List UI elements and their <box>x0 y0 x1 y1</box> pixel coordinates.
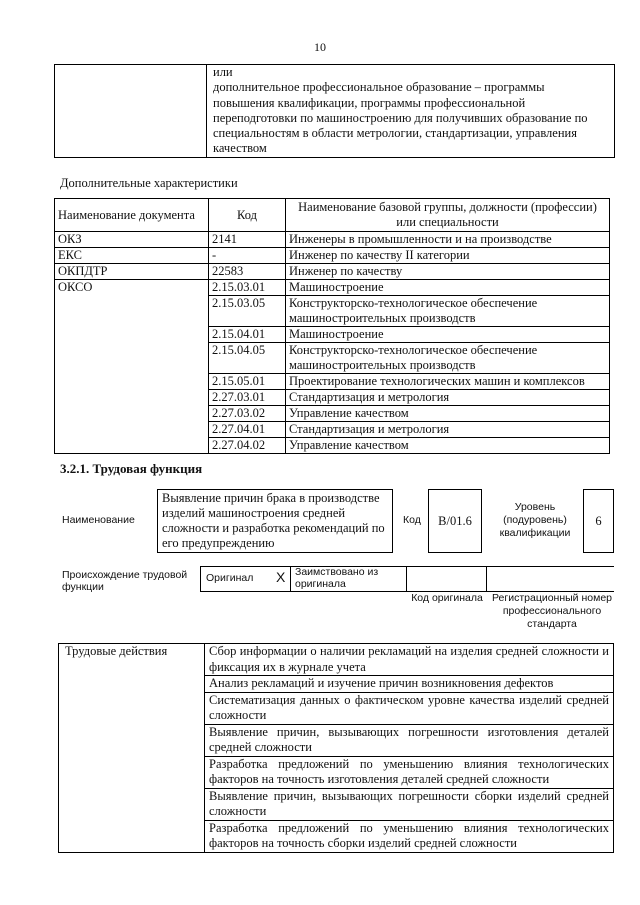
code-original-label: Код оригинала <box>411 592 483 604</box>
header-code: Код <box>209 199 286 232</box>
action-item: Анализ рекламаций и изучение причин возникновения дефектов <box>205 676 614 693</box>
origin-row <box>200 566 614 592</box>
characteristics-table <box>54 198 610 454</box>
level-box: 6 <box>583 489 614 553</box>
header-doc: Наименование документа <box>55 199 209 232</box>
table-row: 2.27.03.02 Управление качеством <box>55 406 610 422</box>
code-label: Код <box>403 514 421 526</box>
original-mark: X <box>276 569 286 585</box>
action-item: Выявление причин, вызывающих погрешности изготовления деталей средней сложности <box>205 724 614 756</box>
education-text: или дополнительное профессиональное образование – программы повышения квалификации, программы профессиональной переподготовки по машиностроению для получивших образование по специальностям в области метрологии, стандартизации, управления качеством <box>207 65 615 158</box>
origin-label: Происхождение трудовой функции <box>62 569 188 593</box>
header-name: Наименование базовой группы, должности (профессии) или специальности <box>286 199 610 232</box>
function-name-box: Выявление причин брака в производстве изделий машиностроения средней сложности и разработка рекомендаций по его предупреждению <box>157 489 393 553</box>
table-row: 2.15.03.05 Конструкторско-технологическое обеспечение машиностроительных производств <box>55 296 610 327</box>
actions-table <box>58 643 614 853</box>
table-row: ЕКС - Инженер по качеству II категории <box>55 248 610 264</box>
section-title: Дополнительные характеристики <box>60 176 238 190</box>
action-item: Сбор информации о наличии рекламаций на изделия средней сложности и фиксация их в журнале учета <box>205 644 614 676</box>
function-code-box: B/01.6 <box>428 489 482 553</box>
name-label: Наименование <box>62 514 135 526</box>
table-row: 2.27.03.01 Стандартизация и метрология <box>55 390 610 406</box>
table-row: 2.27.04.01 Стандартизация и метрология <box>55 422 610 438</box>
table-row: 2.15.05.01 Проектирование технологических машин и комплексов <box>55 374 610 390</box>
actions-label: Трудовые действия <box>59 644 205 853</box>
table-row: ОКЗ 2141 Инженеры в промышленности и на производстве <box>55 232 610 248</box>
education-table <box>54 64 615 158</box>
level-label: Уровень (подуровень) квалификации <box>499 501 571 539</box>
table-row: ОКСО 2.15.03.01 Машиностроение <box>55 280 610 296</box>
table-row: 2.15.04.05 Конструкторско-технологическое обеспечение машиностроительных производств <box>55 343 610 374</box>
action-item: Выявление причин, вызывающих погрешности сборки изделий средней сложности <box>205 788 614 820</box>
function-heading: 3.2.1. Трудовая функция <box>60 461 203 476</box>
table-row: 2.15.04.01 Машиностроение <box>55 327 610 343</box>
action-item: Разработка предложений по уменьшению влияния технологических факторов на точность изготовления деталей средней сложности <box>205 756 614 788</box>
action-item: Систематизация данных о фактическом уровне качества изделий средней сложности <box>205 692 614 724</box>
table-row: 2.27.04.02 Управление качеством <box>55 438 610 454</box>
action-item: Разработка предложений по уменьшению влияния технологических факторов на точность сборки изделий средней сложности <box>205 820 614 852</box>
original-label: Оригинал <box>206 572 254 584</box>
table-row: ОКПДТР 22583 Инженер по качеству <box>55 264 610 280</box>
borrowed-label: Заимствовано из оригинала <box>295 566 379 590</box>
reg-number-label: Регистрационный номер профессионального стандарта <box>492 592 612 630</box>
page-number: 10 <box>314 40 326 54</box>
